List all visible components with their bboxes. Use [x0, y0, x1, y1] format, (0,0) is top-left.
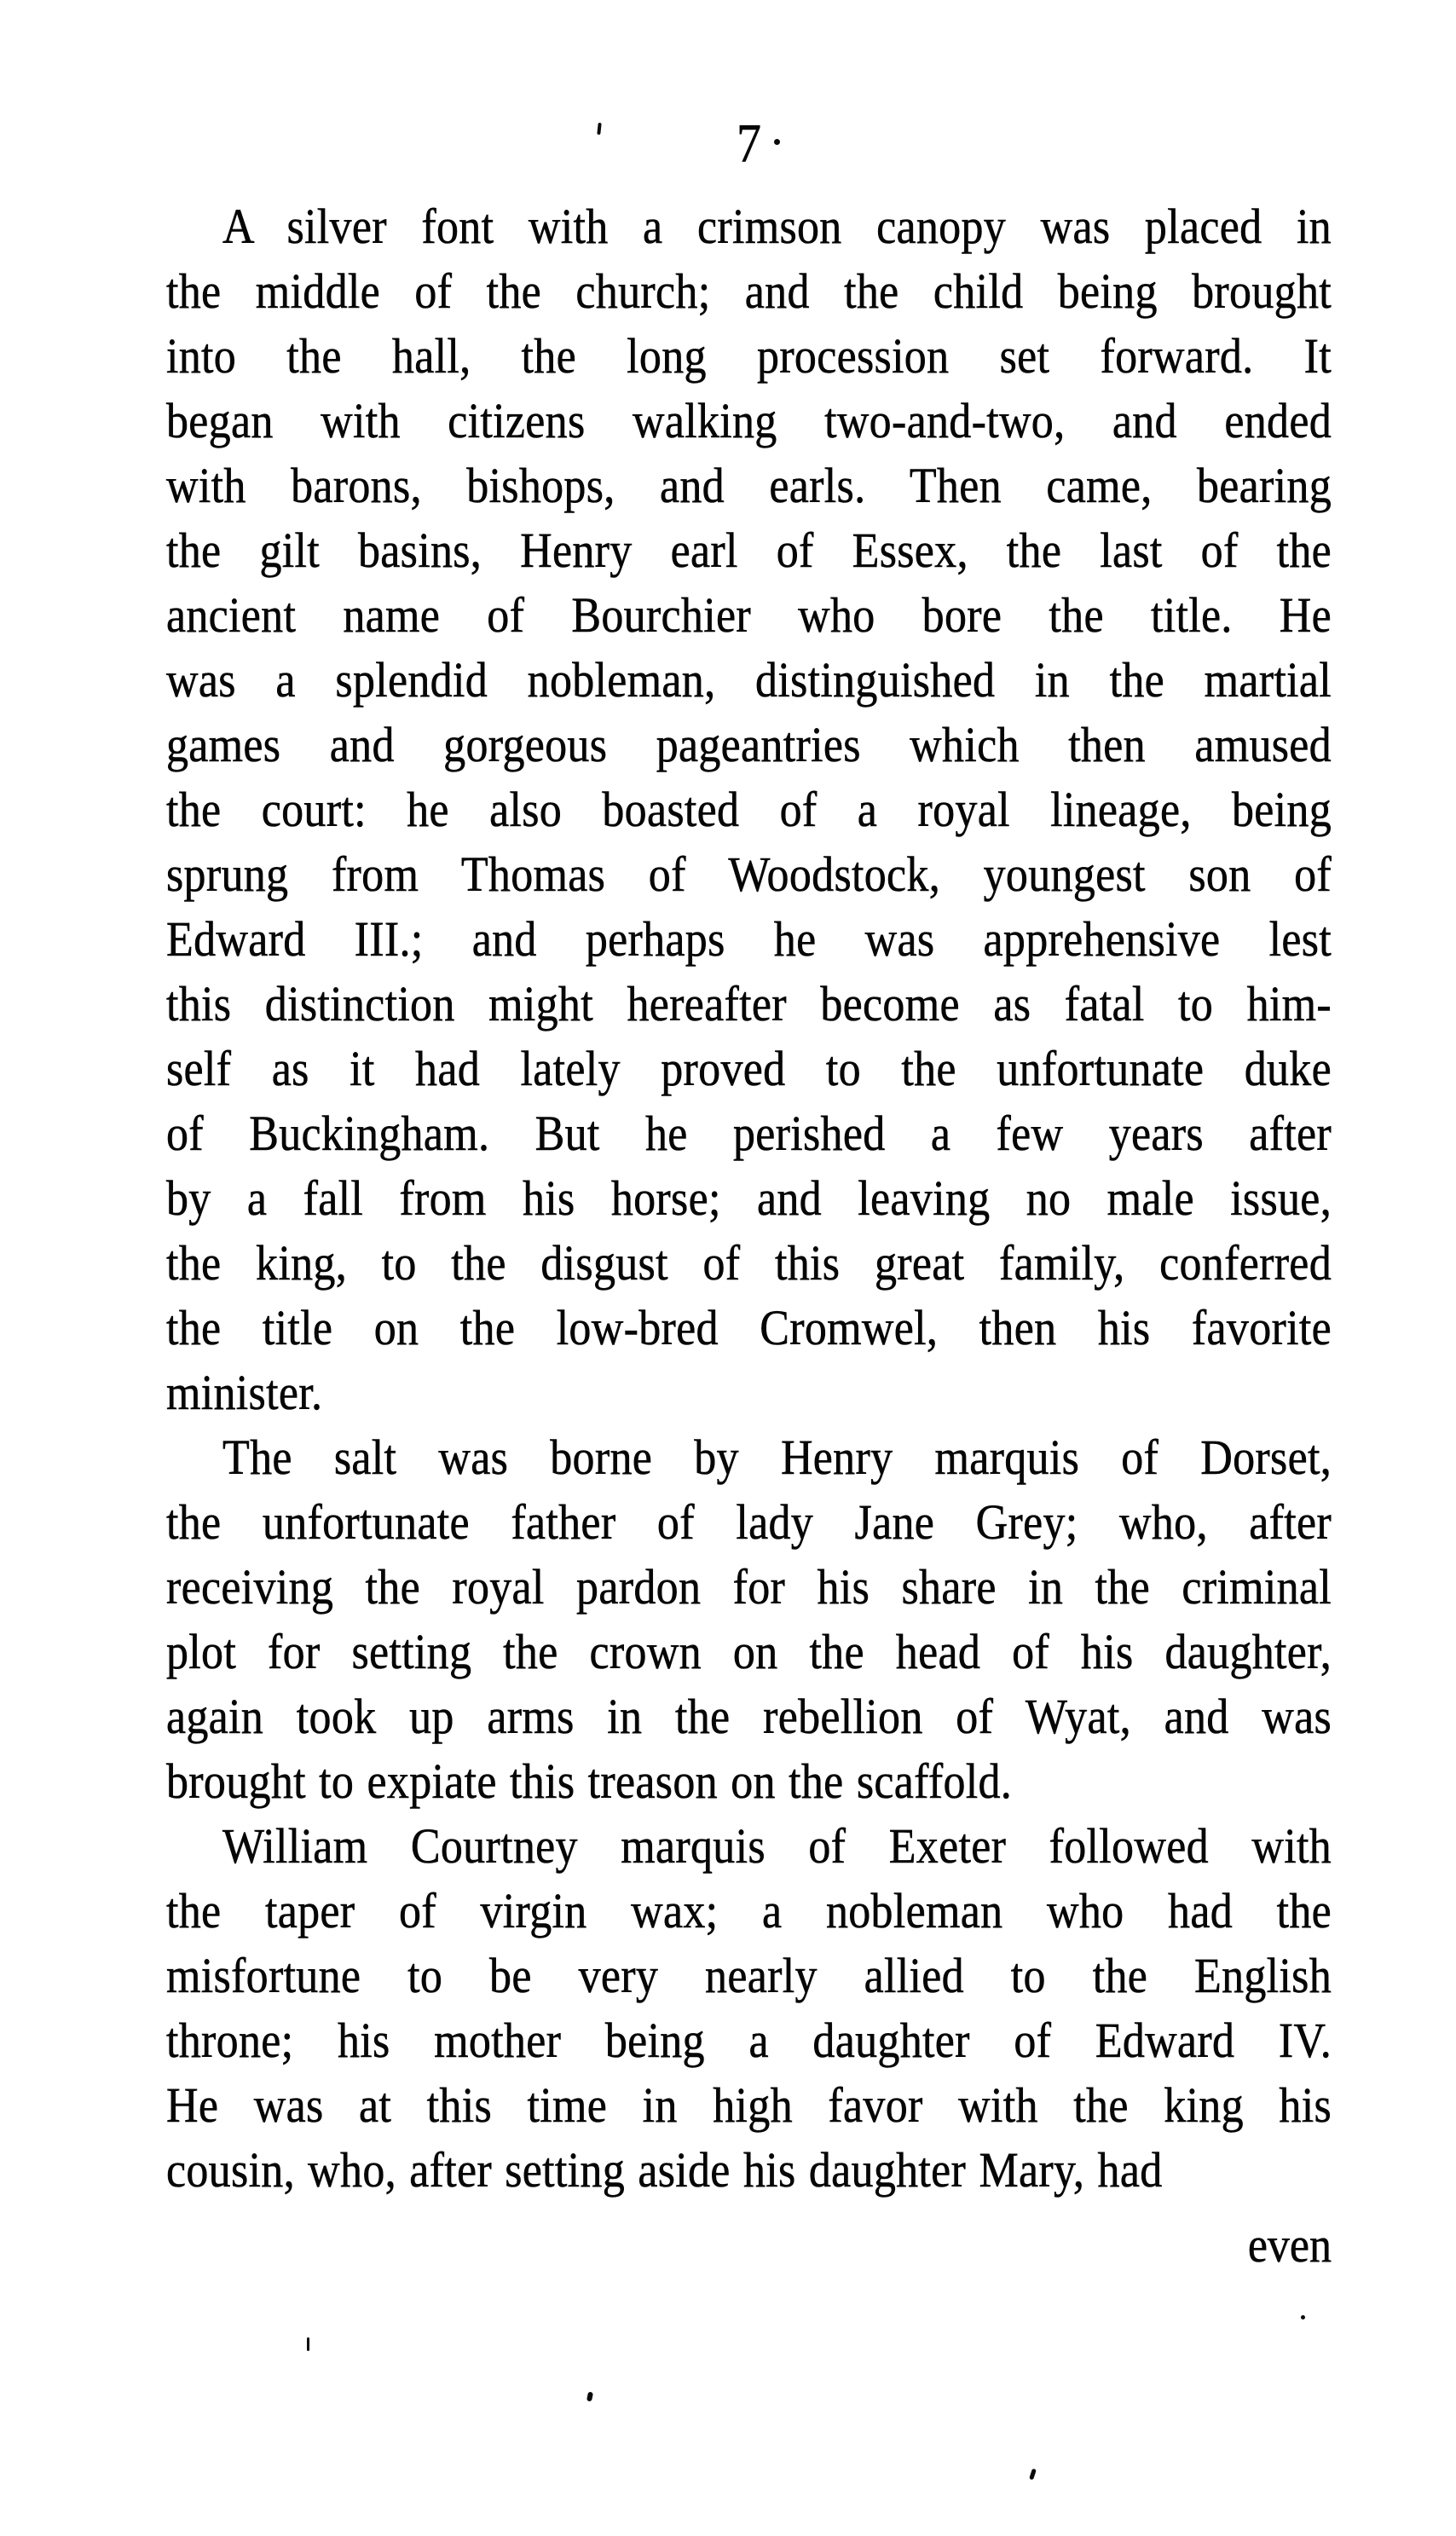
text-line: He was at this time in high favor with the king his — [166, 2078, 1332, 2134]
text-line: the title on the low-bred Cromwel, then his favorite — [166, 1301, 1332, 1356]
text-line: the taper of virgin wax; a nobleman who had the — [166, 1884, 1332, 1939]
text-line: cousin, who, after setting aside his daughter Mary, had — [166, 2143, 1163, 2198]
text-line: The salt was borne by Henry marquis of Dorset, — [222, 1430, 1332, 1486]
text-line: misfortune to be very nearly allied to the English — [166, 1949, 1332, 2004]
scan-speck — [307, 2337, 309, 2351]
scan-speck — [1301, 2315, 1305, 2319]
text-line: the middle of the church; and the child being brought — [166, 264, 1332, 320]
text-line: into the hall, the long procession set forward. It — [166, 329, 1332, 384]
text-line: throne; his mother being a daughter of Edward IV. — [166, 2013, 1332, 2069]
scan-speck — [1029, 2469, 1037, 2481]
text-line: Edward III.; and perhaps he was apprehensive lest — [166, 912, 1332, 968]
text-line: this distinction might hereafter become as fatal to him- — [166, 977, 1332, 1032]
scan-speck — [586, 2391, 593, 2401]
text-line: sprung from Thomas of Woodstock, youngest son of — [166, 847, 1332, 903]
text-line: by a fall from his horse; and leaving no male issue, — [166, 1171, 1332, 1227]
text-line: receiving the royal pardon for his share in the criminal — [166, 1560, 1332, 1615]
text-line: again took up arms in the rebellion of Wyat, and was — [166, 1690, 1332, 1745]
catchword: even — [1247, 2218, 1332, 2273]
text-line: with barons, bishops, and earls. Then came, bearing — [166, 459, 1332, 514]
text-line: the unfortunate father of lady Jane Grey; who, after — [166, 1495, 1332, 1551]
text-line: William Courtney marquis of Exeter followed with — [222, 1819, 1332, 1875]
text-line: the gilt basins, Henry earl of Essex, the last of the — [166, 523, 1332, 579]
text-line: minister. — [166, 1366, 323, 1421]
text-block — [166, 195, 1332, 2204]
text-line: games and gorgeous pageantries which then amused — [166, 718, 1332, 773]
text-line: the court: he also boasted of a royal lineage, being — [166, 783, 1332, 838]
text-line: was a splendid nobleman, distinguished in the martial — [166, 653, 1332, 708]
text-line: of Buckingham. But he perished a few years after — [166, 1106, 1332, 1162]
text-line: began with citizens walking two-and-two, and ended — [166, 394, 1332, 449]
text-line: self as it had lately proved to the unfortunate duke — [166, 1042, 1332, 1097]
scan-speck — [774, 139, 780, 145]
page-number: 7 — [737, 112, 761, 174]
text-line: A silver font with a crimson canopy was placed in — [222, 199, 1332, 255]
text-line: ancient name of Bourchier who bore the title. He — [166, 588, 1332, 644]
text-line: the king, to the disgust of this great family, conferred — [166, 1236, 1332, 1291]
text-line: brought to expiate this treason on the scaffold. — [166, 1754, 1013, 1810]
text-line: plot for setting the crown on the head of his daughter, — [166, 1625, 1332, 1680]
